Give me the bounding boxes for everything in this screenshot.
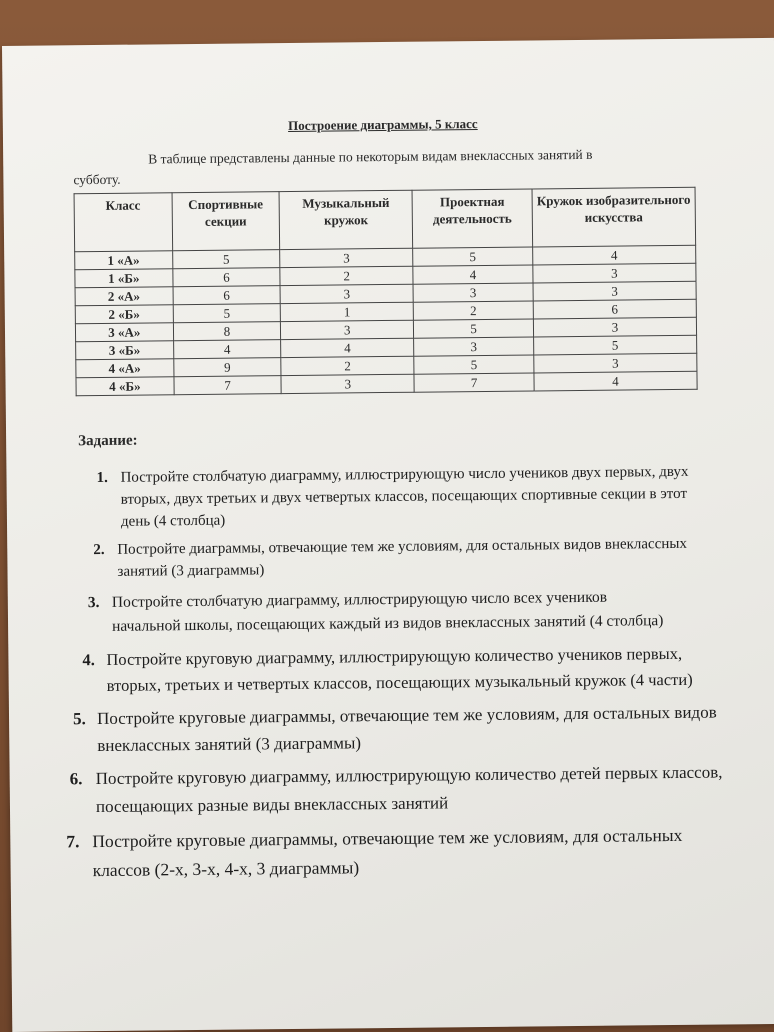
task-item [73, 698, 724, 759]
table-cell-value: 2 [281, 356, 414, 375]
task-number: 5. [72, 709, 86, 729]
paper-sheet [2, 38, 774, 1032]
table-cell-value: 3 [533, 263, 696, 283]
task-text: Постройте круговые диаграммы, отвечающие тем же условиям, для остальных видов внеклассных занятий (3 диаграммы) [96, 702, 717, 756]
table-cell-value: 4 [534, 371, 697, 391]
task-number: 6. [69, 769, 83, 789]
task-text: Постройте столбчатую диаграмму, иллюстрирующую число учеников двух первых, двух вторых, двух третьих и двух четвертых классов, посещающих спортивные секции в этот день (4 столбца) [120, 463, 689, 530]
header-art: Кружок изобразительного искусства [532, 187, 696, 247]
table-cell-value: 5 [172, 250, 280, 269]
table-cell-value: 3 [533, 281, 696, 301]
table-cell-class: 1 «А» [75, 251, 173, 270]
task-text: Постройте столбчатую диаграмму, иллюстрирующую число всех учеников начальной школы, посещающих каждый из видов внеклассных занятий (4 столбца) [111, 588, 664, 635]
table-cell-class: 2 «Б» [75, 305, 173, 324]
task-item [70, 758, 731, 821]
table-body [75, 245, 697, 395]
header-music: Музыкальный кружок [279, 190, 412, 249]
header-class: Класс [74, 193, 172, 252]
table-cell-class: 4 «Б» [76, 377, 174, 396]
task-list [66, 449, 723, 886]
table-cell-value: 5 [173, 304, 281, 323]
header-sports: Спортивные секции [172, 192, 280, 251]
task-text: Постройте круговую диаграмму, иллюстрирующую количество детей первых классов, посещающих разные виды внеклассных занятий [95, 762, 723, 817]
task-text: Постройте диаграммы, отвечающие тем же условиям, для остальных видов внеклассных занятий (3 диаграммы) [117, 535, 688, 580]
data-table [74, 187, 698, 397]
table-cell-value: 4 [413, 265, 533, 284]
table-cell-value: 5 [414, 355, 534, 374]
table-cell-class: 4 «А» [76, 359, 174, 378]
table-cell-value: 6 [533, 299, 696, 319]
table-cell-value: 7 [414, 373, 534, 392]
table-cell-value: 6 [172, 268, 280, 287]
task-item [88, 585, 678, 639]
table-header-row [74, 187, 696, 251]
table-cell-value: 7 [174, 376, 282, 395]
table-cell-value: 4 [533, 245, 696, 265]
task-text: Постройте круговые диаграммы, отвечающие тем же условиям, для остальных классов (2-х, 3-х, 4-х, 3 диаграммы) [92, 824, 683, 881]
table-cell-class: 3 «Б» [76, 341, 174, 360]
task-number: 1. [96, 469, 108, 487]
table-cell-value: 2 [413, 301, 533, 320]
table-cell-value: 3 [534, 353, 697, 373]
table-cell-class: 1 «Б» [75, 269, 173, 288]
table-cell-value: 2 [280, 266, 413, 285]
table-cell-class: 2 «А» [75, 287, 173, 306]
table-cell-value: 6 [173, 286, 281, 305]
table-cell-value: 5 [414, 319, 534, 338]
table-cell-value: 3 [281, 320, 414, 339]
task-item [82, 640, 723, 699]
task-number: 2. [93, 541, 105, 559]
task-text: Постройте круговую диаграмму, иллюстрирующую количество учеников первых, вторых, третьих и четвертых классов, посещающих музыкальный кружок (4 части) [106, 643, 693, 695]
table-cell-value: 3 [533, 317, 696, 337]
table-cell-value: 3 [280, 248, 413, 267]
table-cell-value: 9 [173, 358, 281, 377]
table-cell-value: 5 [413, 247, 533, 266]
table-cell-value: 1 [281, 302, 414, 321]
header-project: Проектная деятельность [412, 189, 532, 248]
task-item [66, 821, 707, 886]
table-cell-class: 3 «А» [75, 323, 173, 342]
table-cell-value: 3 [280, 284, 413, 303]
intro-text: В таблице представлены данные по некоторым видам внеклассных занятий в субботу. [73, 146, 593, 188]
table-cell-value: 3 [413, 283, 533, 302]
task-item [93, 533, 703, 583]
table-cell-value: 3 [414, 337, 534, 356]
table-cell-value: 4 [173, 340, 281, 359]
table-cell-value: 5 [533, 335, 696, 355]
table-cell-value: 3 [281, 374, 414, 393]
task-number: 7. [66, 831, 80, 852]
task-heading: Задание: [78, 432, 138, 450]
task-number: 4. [82, 650, 95, 670]
table-cell-value: 4 [281, 338, 414, 357]
task-number: 3. [87, 594, 100, 612]
page-title: Построение диаграммы, 5 класс [287, 116, 478, 134]
table-cell-value: 8 [173, 322, 281, 341]
task-item [96, 461, 697, 533]
